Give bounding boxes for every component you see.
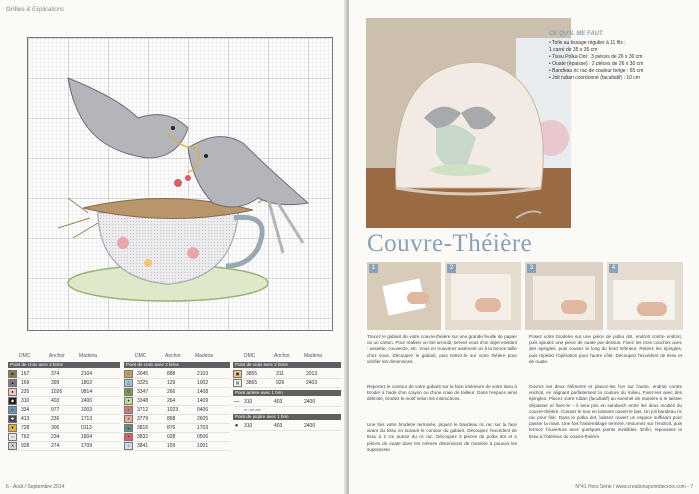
color-swatch: ▼ [8, 424, 17, 432]
thread-dmc: 728 [21, 425, 30, 431]
step-number: 3 [527, 264, 536, 273]
color-swatch: ▽ [124, 388, 133, 396]
color-swatch: □ [124, 370, 133, 378]
cross-stitch-chart [27, 37, 333, 331]
color-swatch: ● [8, 388, 17, 396]
instructions-para-5: Ouvrez les deux éléments et placez-les l'un sur l'autre, endroit contre endroit, en alignant parfaitement la couture du milieu. Fixez-les avec des épingles. Placez votre ruban (facultatif) au sommet de manière à le laisser dépasser et fixez-le – il sera pris en sandwich entre les deux moitiés du couvre-théière. Cousez le tour en laissant ouvert le bas. Un joli bandeau ric rac pour finir. Dans le polka dot, laissez ouvert un espace suffisant pour passer la main. Une fois l'assemblage terminé, retournez sur l'endroit, puis fermez l'ouverture avec quelques points invisibles. Enfin, repoussez le tissu à l'intérieur du couvre-théière. [529, 384, 682, 439]
thread-madeira: 0406 [197, 407, 209, 413]
stitch-dmc: 310 [244, 423, 253, 429]
color-key-col-2 [124, 352, 230, 451]
thread-dmc: 225 [21, 389, 30, 395]
step-photo-2 [445, 262, 521, 330]
thread-madeira: 2104 [81, 371, 93, 377]
backstitch-madeira: 2400 [304, 399, 316, 405]
color-swatch: ◆ [8, 397, 17, 405]
thread-dmc: 3865 [246, 380, 258, 386]
thread-madeira: 1713 [81, 416, 93, 422]
section-title: Grilles [6, 7, 25, 13]
color-key-row [124, 370, 230, 379]
color-key-row [124, 433, 230, 442]
left-page [0, 0, 347, 494]
thread-madeira: 1409 [197, 398, 209, 404]
color-key-row [124, 388, 230, 397]
materials-item: • Bandeau ric rac de couleur beige : 65 cm [549, 68, 644, 74]
color-swatch: ▲ [8, 379, 17, 387]
thread-anchor: 266 [167, 389, 176, 395]
thread-dmc: 3816 [137, 425, 149, 431]
thread-anchor: 403 [51, 398, 60, 404]
color-swatch: ◐ [124, 406, 133, 414]
thread-dmc: 3325 [137, 380, 149, 386]
thread-anchor: 264 [167, 398, 176, 404]
instructions-para-3: Une fois votre broderie terminée, piquez le bandeau ric rac sur la face avant du tissu en suivant le contour du gabarit. Découpez l'excédent de tissu à 2 cm autour du ric rac. Découpez 3 pièces de polka dot et 2 pièces de ouate dans les mêmes dimensions de manière à pouvoir les superposer. [367, 422, 517, 452]
thread-anchor: 868 [167, 416, 176, 422]
color-swatch: ◒ [124, 424, 133, 432]
thread-dmc: 413 [21, 416, 30, 422]
step-photo-3 [525, 262, 603, 330]
thread-madeira: 1802 [81, 380, 93, 386]
stitch-symbol: ● [234, 423, 239, 429]
color-key-row [8, 370, 120, 379]
thread-anchor: 876 [167, 425, 176, 431]
thread-madeira: 1804 [81, 434, 93, 440]
thread-anchor: 311 [276, 371, 284, 377]
thread-anchor: 234 [51, 434, 60, 440]
step-number: 1 [369, 264, 378, 273]
thread-dmc: 3832 [137, 434, 149, 440]
thread-anchor: 1026 [51, 389, 63, 395]
header-dmc: DMC [19, 353, 31, 359]
thread-anchor: 306 [51, 425, 60, 431]
color-key-row [124, 415, 230, 424]
color-swatch: △ [124, 379, 133, 387]
color-key-row [8, 397, 120, 406]
backstitch-dmc: 310 [244, 399, 253, 405]
thread-anchor: 1023 [167, 407, 179, 413]
color-key-row [8, 424, 120, 433]
color-key-row [8, 442, 120, 451]
thread-dmc: 3779 [137, 416, 149, 422]
materials-item: 1 carré de 35 x 35 cm [549, 47, 598, 53]
thread-dmc: 3045 [137, 371, 149, 377]
thread-dmc: 762 [21, 434, 30, 440]
thread-dmc: 3348 [137, 398, 149, 404]
materials-title: CE QU'IL ME FAUT [549, 31, 603, 37]
thread-madeira: 1709 [81, 443, 93, 449]
thread-madeira: 0506 [197, 434, 209, 440]
color-key-row [233, 379, 341, 388]
color-key-row [233, 370, 341, 379]
thread-madeira: 2605 [197, 416, 209, 422]
materials-item: • Ouate (épaisse) : 2 pièces de 26 x 30 cm [549, 61, 644, 67]
color-key-row [8, 379, 120, 388]
thread-madeira: 2400 [81, 398, 93, 404]
color-swatch: ✚ [8, 415, 17, 423]
color-swatch: ■ [8, 370, 17, 378]
thread-madeira: 1003 [81, 407, 93, 413]
article-title: Couvre-Théière [367, 230, 533, 257]
thread-madeira: 2403 [306, 380, 318, 386]
key-section-bar: Point de croix avec 2 brins [233, 362, 341, 368]
step-photo-1 [367, 262, 441, 330]
header-madeira: Madeira [304, 353, 323, 359]
color-key-row [124, 397, 230, 406]
thread-anchor: 888 [167, 371, 176, 377]
thread-anchor: 374 [51, 371, 60, 377]
thread-dmc: 3855 [246, 371, 258, 377]
thread-madeira: 0113 [81, 425, 92, 431]
thread-madeira: 0814 [81, 389, 93, 395]
thread-anchor: 926 [276, 380, 285, 386]
materials-item: • Toile au tissage régulier à 11 fils : [549, 40, 626, 46]
color-key-row [8, 415, 120, 424]
color-swatch: ◓ [124, 433, 133, 441]
thread-dmc: 169 [21, 380, 30, 386]
instructions-para-2: Reportez le contour de votre gabarit sur la face intérieure de votre tissu à broder à l'aide d'un crayon ou d'une craie de tailleur. Dans l'espace ainsi délimité, brodez le motif selon les instructions. [367, 384, 517, 402]
teapot-cozy-photo [366, 18, 571, 228]
color-key-row [124, 406, 230, 415]
thread-dmc: 334 [21, 407, 30, 413]
header-anchor: Anchor [165, 353, 181, 359]
color-key-row [124, 379, 230, 388]
thread-madeira: 2103 [197, 371, 209, 377]
color-swatch: ◑ [124, 415, 133, 423]
thread-dmc: 167 [21, 371, 30, 377]
header-anchor: Anchor [49, 353, 65, 359]
step-number: 4 [609, 264, 618, 273]
thread-madeira: 2013 [306, 371, 318, 377]
color-key-col-3 [233, 352, 341, 431]
key-section-bar: Point de croix avec 2 brins [124, 362, 230, 368]
color-key-row [124, 442, 230, 451]
step-number: 2 [447, 264, 456, 273]
right-page [349, 0, 699, 494]
thread-anchor: 399 [51, 380, 60, 386]
step-photo-4 [607, 262, 683, 330]
thread-dmc: 3347 [137, 389, 149, 395]
materials-box [549, 31, 679, 82]
color-swatch: ✦ [124, 397, 133, 405]
color-key-row [8, 406, 120, 415]
right-footer: N°41 Hors Série / www.creationspointdecroix.com - 7 [575, 484, 693, 490]
color-key-col-1 [8, 352, 120, 451]
thread-anchor: 159 [167, 443, 176, 449]
thread-dmc: 3712 [137, 407, 149, 413]
color-swatch: ▣ [233, 370, 242, 378]
header-dmc: DMC [135, 353, 147, 359]
instructions-para-1: Tracez le gabarit de votre couvre-théière sur une grande feuille de papier ou un carton. Pour réaliser un bel arrondi, servez-vous d'un objet existant : assiette, couvercle, etc. Vous en trouverez aisément un à la bonne taille chez vous. Découpez le gabarit, puis testez-le sur votre théière pour vérifier les dimensions. [367, 334, 517, 364]
key-section-bar: Point de croix avec 2 brins [8, 362, 120, 368]
thread-madeira: 1001 [197, 443, 209, 449]
color-swatch: ✕ [8, 442, 17, 450]
stitch-anchor: 403 [274, 423, 283, 429]
thread-dmc: 928 [21, 443, 30, 449]
color-key-row [124, 424, 230, 433]
header-anchor: Anchor [274, 353, 290, 359]
section-header [6, 7, 64, 13]
header-madeira: Madeira [79, 353, 98, 359]
section-subtitle: & Explications [26, 7, 65, 13]
thread-anchor: 274 [51, 443, 60, 449]
thread-madeira: 1703 [197, 425, 209, 431]
left-footer: 6 - Août / Septembre 2014 [6, 484, 65, 490]
color-swatch: ▤ [233, 379, 242, 387]
backstitch-symbol: — [233, 399, 240, 405]
thread-madeira: 1408 [197, 389, 209, 395]
materials-item: • Joli ruban coordonné (facultatif) : 10 cm [549, 75, 640, 81]
thread-anchor: 028 [167, 434, 176, 440]
backstitch-bar: Point arrière avec 1 brin [233, 390, 341, 396]
color-key-row [8, 433, 120, 442]
color-swatch: ✧ [124, 442, 133, 450]
materials-item: • Tissu Polka Dot : 3 pièces de 26 x 30 cm [549, 54, 643, 60]
color-swatch: ◇ [8, 406, 17, 414]
instructions-para-4: Posez votre broderie sur une pièce de polka dot, endroit contre endroit, puis ajoutez une pièce de ouate par-dessus. Fixez les trois couches avec des épingles, puis cousez le long du bord inférieur. Retirez les épingles, puis répétez l'opération pour l'autre côté. Découpez l'excédent de tissu et de ouate. [529, 334, 682, 364]
header-madeira: Madeira [195, 353, 214, 359]
thread-dmc: 310 [21, 398, 30, 404]
backstitch-note: et nœuds [244, 407, 261, 412]
color-key-row [8, 388, 120, 397]
thread-anchor: 236 [51, 416, 60, 422]
backstitch-anchor: 403 [274, 399, 283, 405]
stitch-madeira: 2400 [304, 423, 316, 429]
stitch-bar: Point de piqûre avec 1 brin [233, 414, 341, 420]
thread-anchor: 129 [167, 380, 176, 386]
header-dmc: DMC [244, 353, 256, 359]
color-swatch: ○ [8, 433, 17, 441]
chart-drawing [28, 38, 332, 330]
thread-madeira: 1002 [197, 380, 209, 386]
thread-dmc: 3841 [137, 443, 149, 449]
thread-anchor: 977 [51, 407, 60, 413]
